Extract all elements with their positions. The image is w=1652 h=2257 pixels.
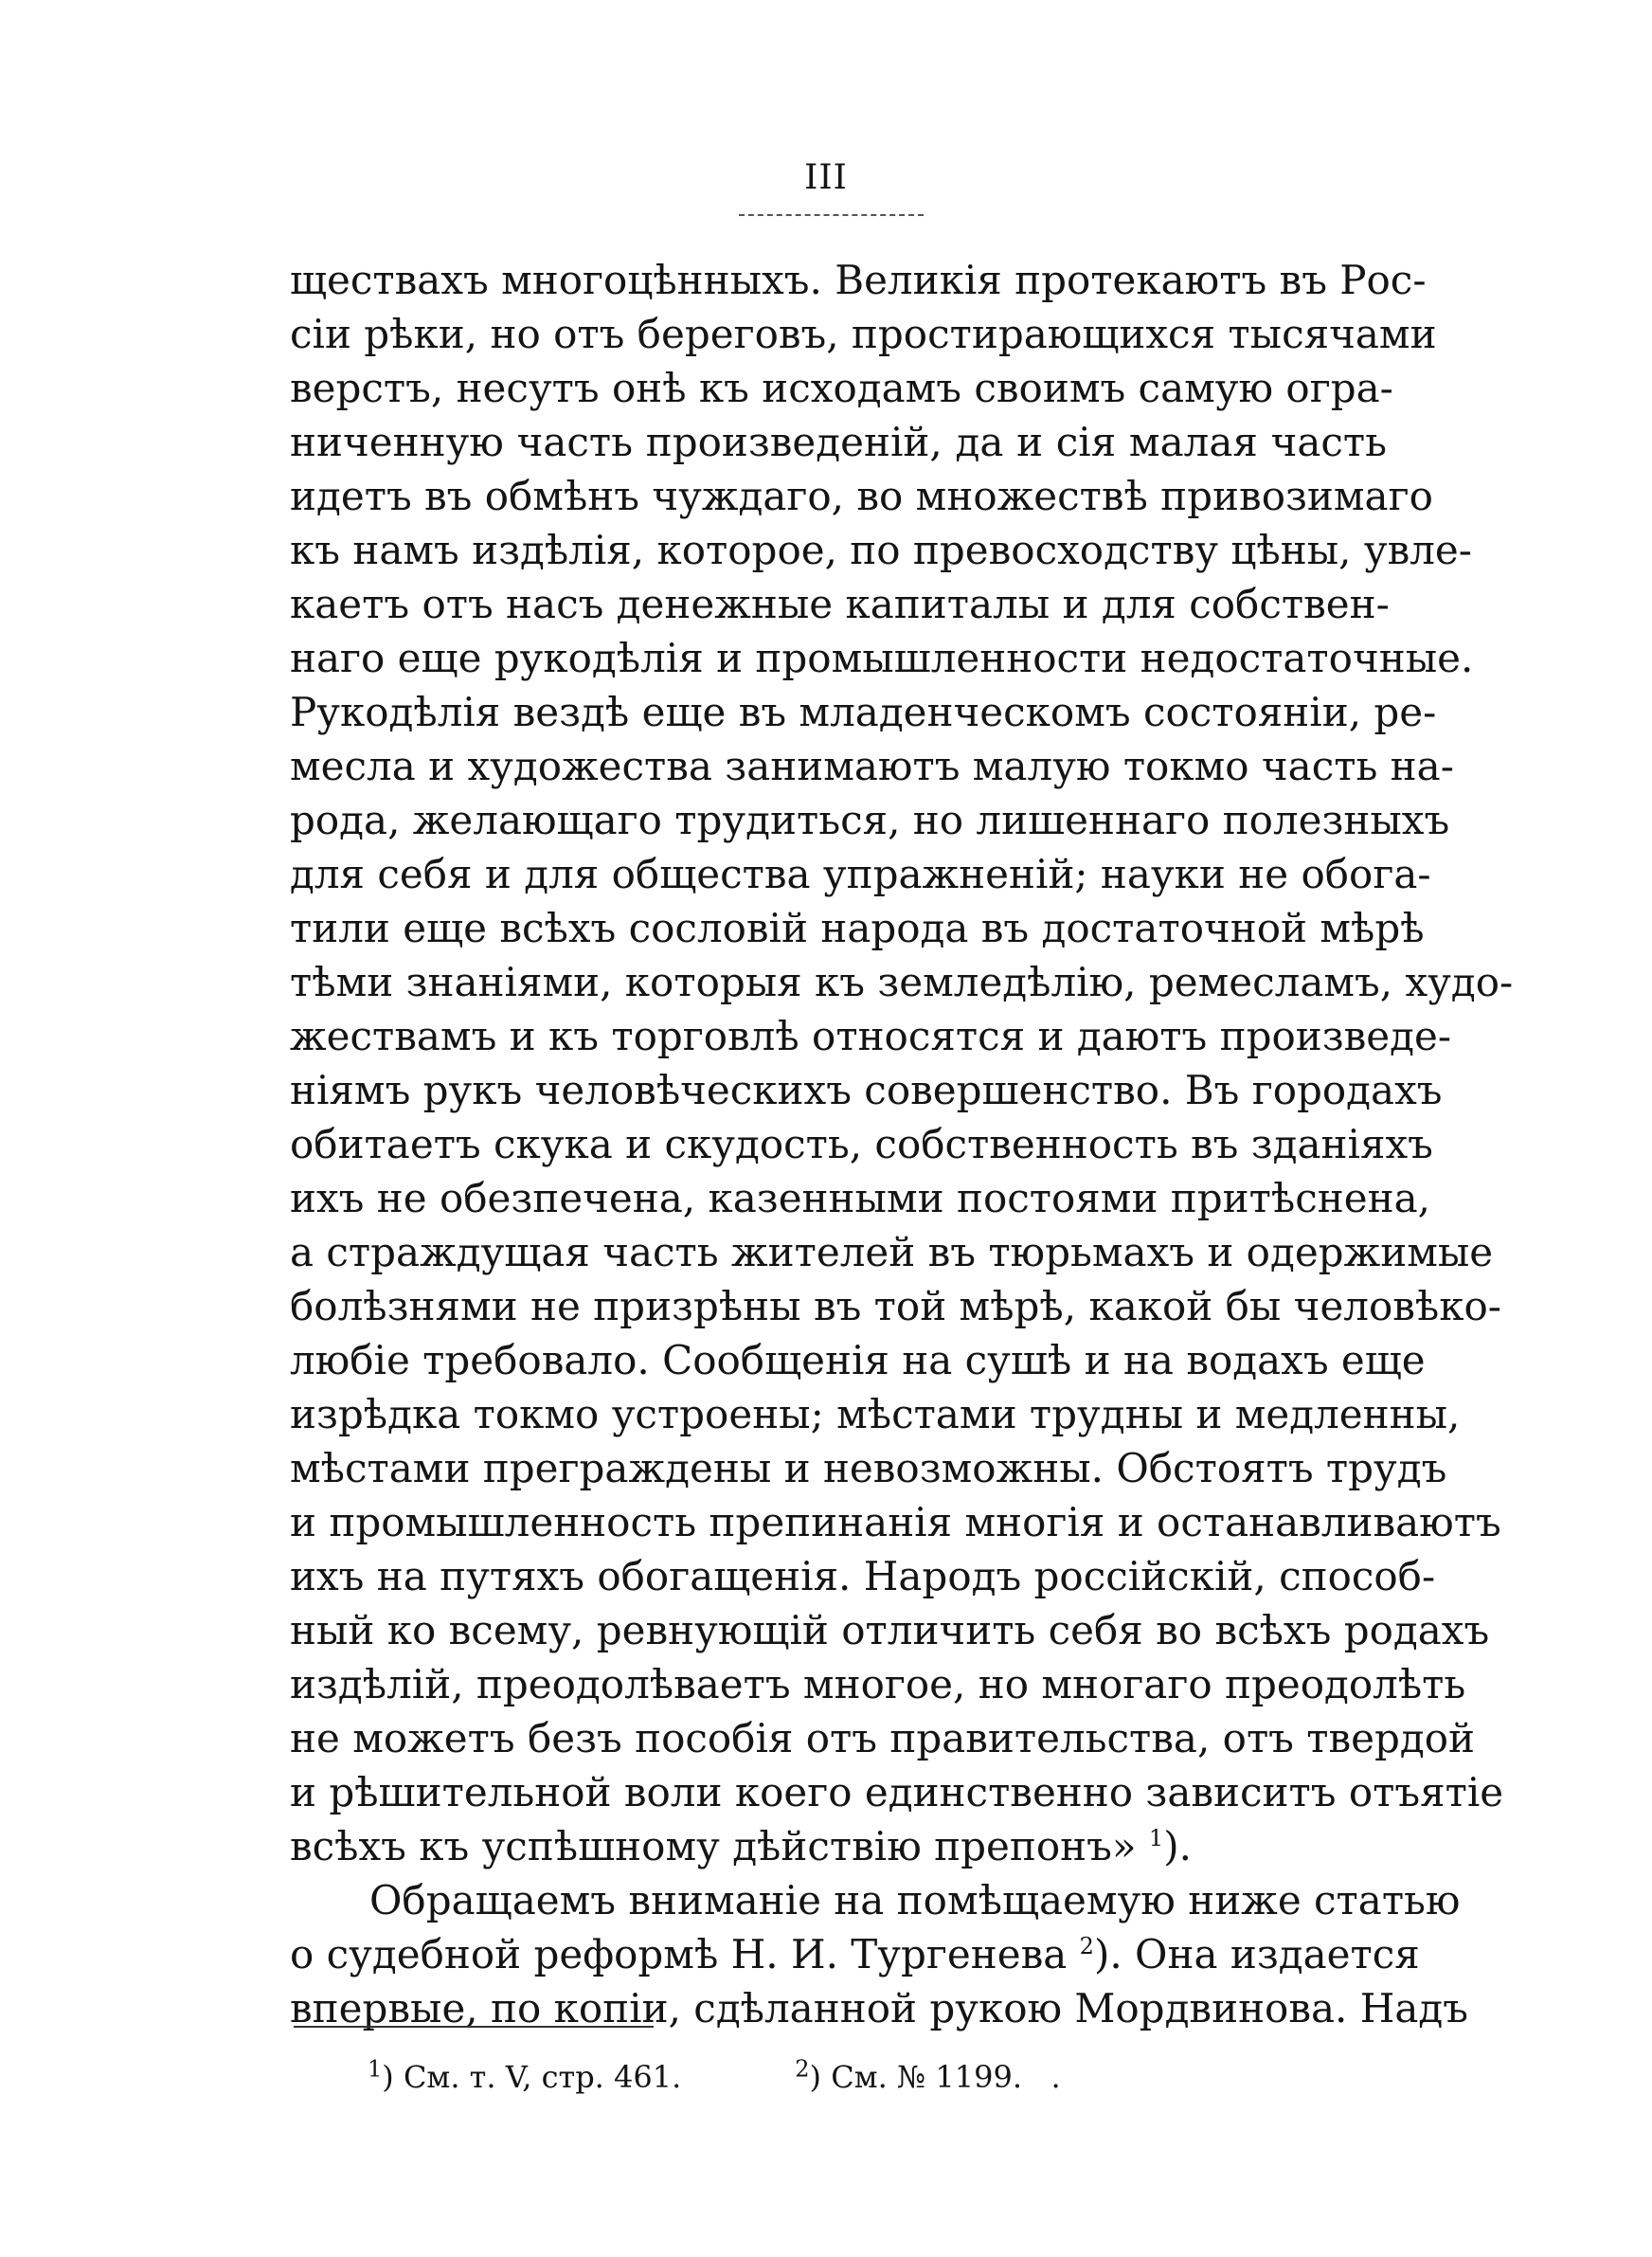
footnote-marker: 2 bbox=[795, 2055, 810, 2083]
text-line: месла и художества занимаютъ малую токмо часть на- bbox=[290, 743, 1454, 789]
text-line: болѣзнями не призрѣны въ той мѣрѣ, какой бы человѣко- bbox=[290, 1283, 1501, 1329]
text-segment: о судебной реформѣ Н. И. Тургенева bbox=[290, 1931, 1068, 1977]
text-line: изрѣдка токмо устроены; мѣстами трудны и медленны, bbox=[290, 1391, 1461, 1437]
footnote-marker: 1 bbox=[368, 2055, 383, 2083]
text-line: наго еще рукодѣлія и промышленности недостаточные. bbox=[290, 635, 1474, 681]
text-line: сіи рѣки, но отъ береговъ, простирающихся тысячами bbox=[290, 311, 1437, 357]
text-line: а страждущая часть жителей въ тюрьмахъ и одержимые bbox=[290, 1229, 1494, 1275]
footnote-rule bbox=[294, 2026, 654, 2028]
text-line: рода, желающаго трудиться, но лишеннаго полезныхъ bbox=[290, 797, 1450, 843]
text-line: къ намъ издѣлія, которое, по превосходству цѣны, увле- bbox=[290, 527, 1472, 573]
trailing-mark: . bbox=[1050, 2059, 1061, 2095]
text-segment: ). bbox=[1163, 1823, 1192, 1869]
text-line: для себя и для общества упражненій; науки не обога- bbox=[290, 851, 1431, 897]
footnote bbox=[368, 2055, 682, 2096]
text-line: и промышленность препинанія многія и останавливаютъ bbox=[290, 1499, 1501, 1545]
text-line: не можетъ безъ пособія отъ правительства, отъ твердой bbox=[290, 1715, 1476, 1761]
text-line: любіе требовало. Сообщенія на сушѣ и на водахъ еще bbox=[290, 1337, 1426, 1383]
text-line: издѣлій, преодолѣваетъ многое, но многаго преодолѣть bbox=[290, 1661, 1466, 1707]
text-line: впервые, по копіи, сдѣланной рукою Мордвинова. Надъ bbox=[290, 1985, 1468, 2031]
text-line: обитаетъ скука и скудость, собственность въ зданіяхъ bbox=[290, 1121, 1433, 1167]
text-line: ный ко всему, ревнующій отличить себя во всѣхъ родахъ bbox=[290, 1607, 1490, 1653]
text-line: тѣми знаніями, которыя къ земледѣлію, ремесламъ, худо- bbox=[290, 959, 1514, 1005]
body-text bbox=[290, 253, 1514, 2035]
text-line: ніямъ рукъ человѣческихъ совершенство. Въ городахъ bbox=[290, 1067, 1443, 1113]
text-line: жествамъ и къ торговлѣ относятся и даютъ произведе- bbox=[290, 1013, 1452, 1059]
text-line: тили еще всѣхъ сословій народа въ достаточной мѣрѣ bbox=[290, 905, 1425, 951]
text-line: и рѣшительной воли коего единственно зависитъ отъятіе bbox=[290, 1769, 1504, 1815]
text-line bbox=[290, 1927, 1420, 1981]
footnote-text: ) См. № 1199. bbox=[809, 2059, 1022, 2095]
text-line: ниченную часть произведеній, да и сія малая часть bbox=[290, 419, 1387, 465]
text-line: каетъ отъ насъ денежные капиталы и для собствен- bbox=[290, 581, 1390, 627]
text-line bbox=[290, 1819, 1387, 1873]
text-line: ихъ не обезпечена, казенными постоями притѣснена, bbox=[290, 1175, 1430, 1221]
footnote-ref: 2 bbox=[1079, 1933, 1094, 1959]
footnote bbox=[795, 2055, 1022, 2096]
text-segment: всѣхъ къ успѣшному дѣйствію препонъ» bbox=[290, 1823, 1137, 1869]
page-number: III bbox=[804, 158, 848, 197]
header-rule bbox=[739, 214, 924, 216]
text-line: верстъ, несутъ онѣ къ исходамъ своимъ самую огра- bbox=[290, 365, 1393, 411]
text-line: Рукодѣлія вездѣ еще въ младенческомъ состояніи, ре- bbox=[290, 689, 1437, 735]
text-line: ихъ на путяхъ обогащенія. Народъ россійскій, способ- bbox=[290, 1553, 1436, 1599]
footnotes bbox=[368, 2055, 1220, 2096]
text-line: идетъ въ обмѣнъ чуждаго, во множествѣ привозимаго bbox=[290, 473, 1433, 519]
footnote-text: ) См. т. V, стр. 461. bbox=[382, 2059, 682, 2095]
footnote-ref: 1 bbox=[1148, 1825, 1164, 1851]
text-line: мѣстами преграждены и невозможны. Обстоятъ трудъ bbox=[290, 1445, 1447, 1491]
text-line: Обращаемъ вниманіе на помѣщаемую ниже статью bbox=[369, 1877, 1461, 1923]
text-segment: ). Она издается bbox=[1093, 1931, 1420, 1977]
text-line: ществахъ многоцѣнныхъ. Великія протекаютъ въ Рос- bbox=[290, 257, 1427, 303]
